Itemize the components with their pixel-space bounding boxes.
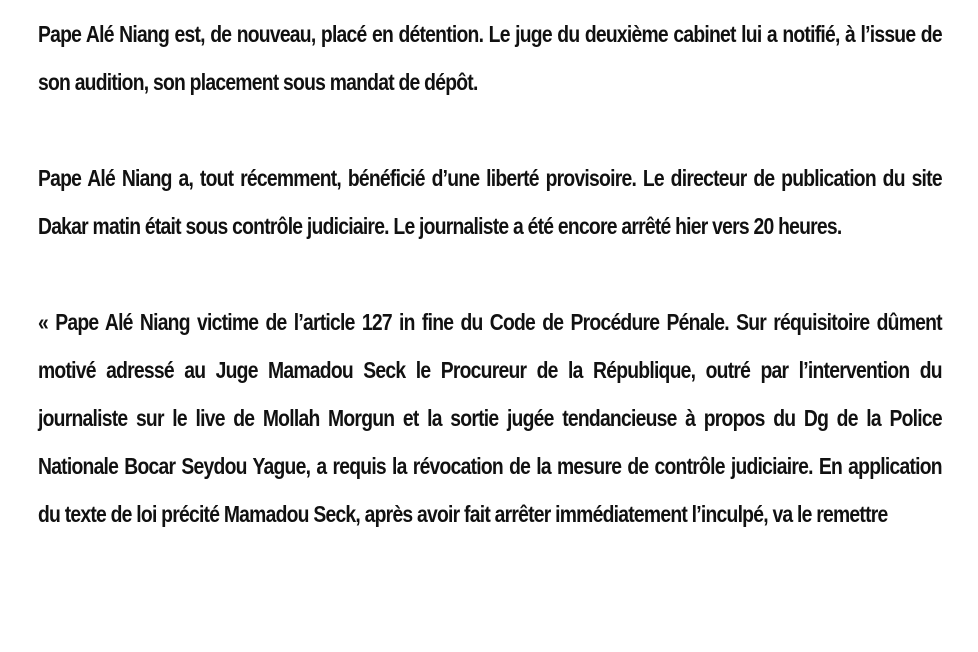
article-paragraph-2: Pape Alé Niang a, tout récemment, bénéficié d’une liberté provisoire. Le directeur de publication du site Dakar matin était sous contrôle judiciaire. Le journaliste a été encore arrêté hier vers 20 heures. xyxy=(38,165,942,239)
article-paragraph-3: « Pape Alé Niang victime de l’article 127 in fine du Code de Procédure Pénale. Sur réquisitoire dûment motivé adressé au Juge Mamadou Seck le Procureur de la République, outré par l’intervention du journaliste sur le live de Mollah Morgun et la sortie jugée tendancieuse à propos du Dg de la Police Nationale Bocar Seydou Yague, a requis la révocation de la mesure de contrôle judiciaire. En application du texte de loi précité Mamadou Seck, après avoir fait arrêter immédiatement l’inculpé, va le remettre xyxy=(38,309,942,527)
article-body xyxy=(38,10,942,586)
article-paragraph-1: Pape Alé Niang est, de nouveau, placé en détention. Le juge du deuxième cabinet lui a notifié, à l’issue de son audition, son placement sous mandat de dépôt. xyxy=(38,21,942,95)
